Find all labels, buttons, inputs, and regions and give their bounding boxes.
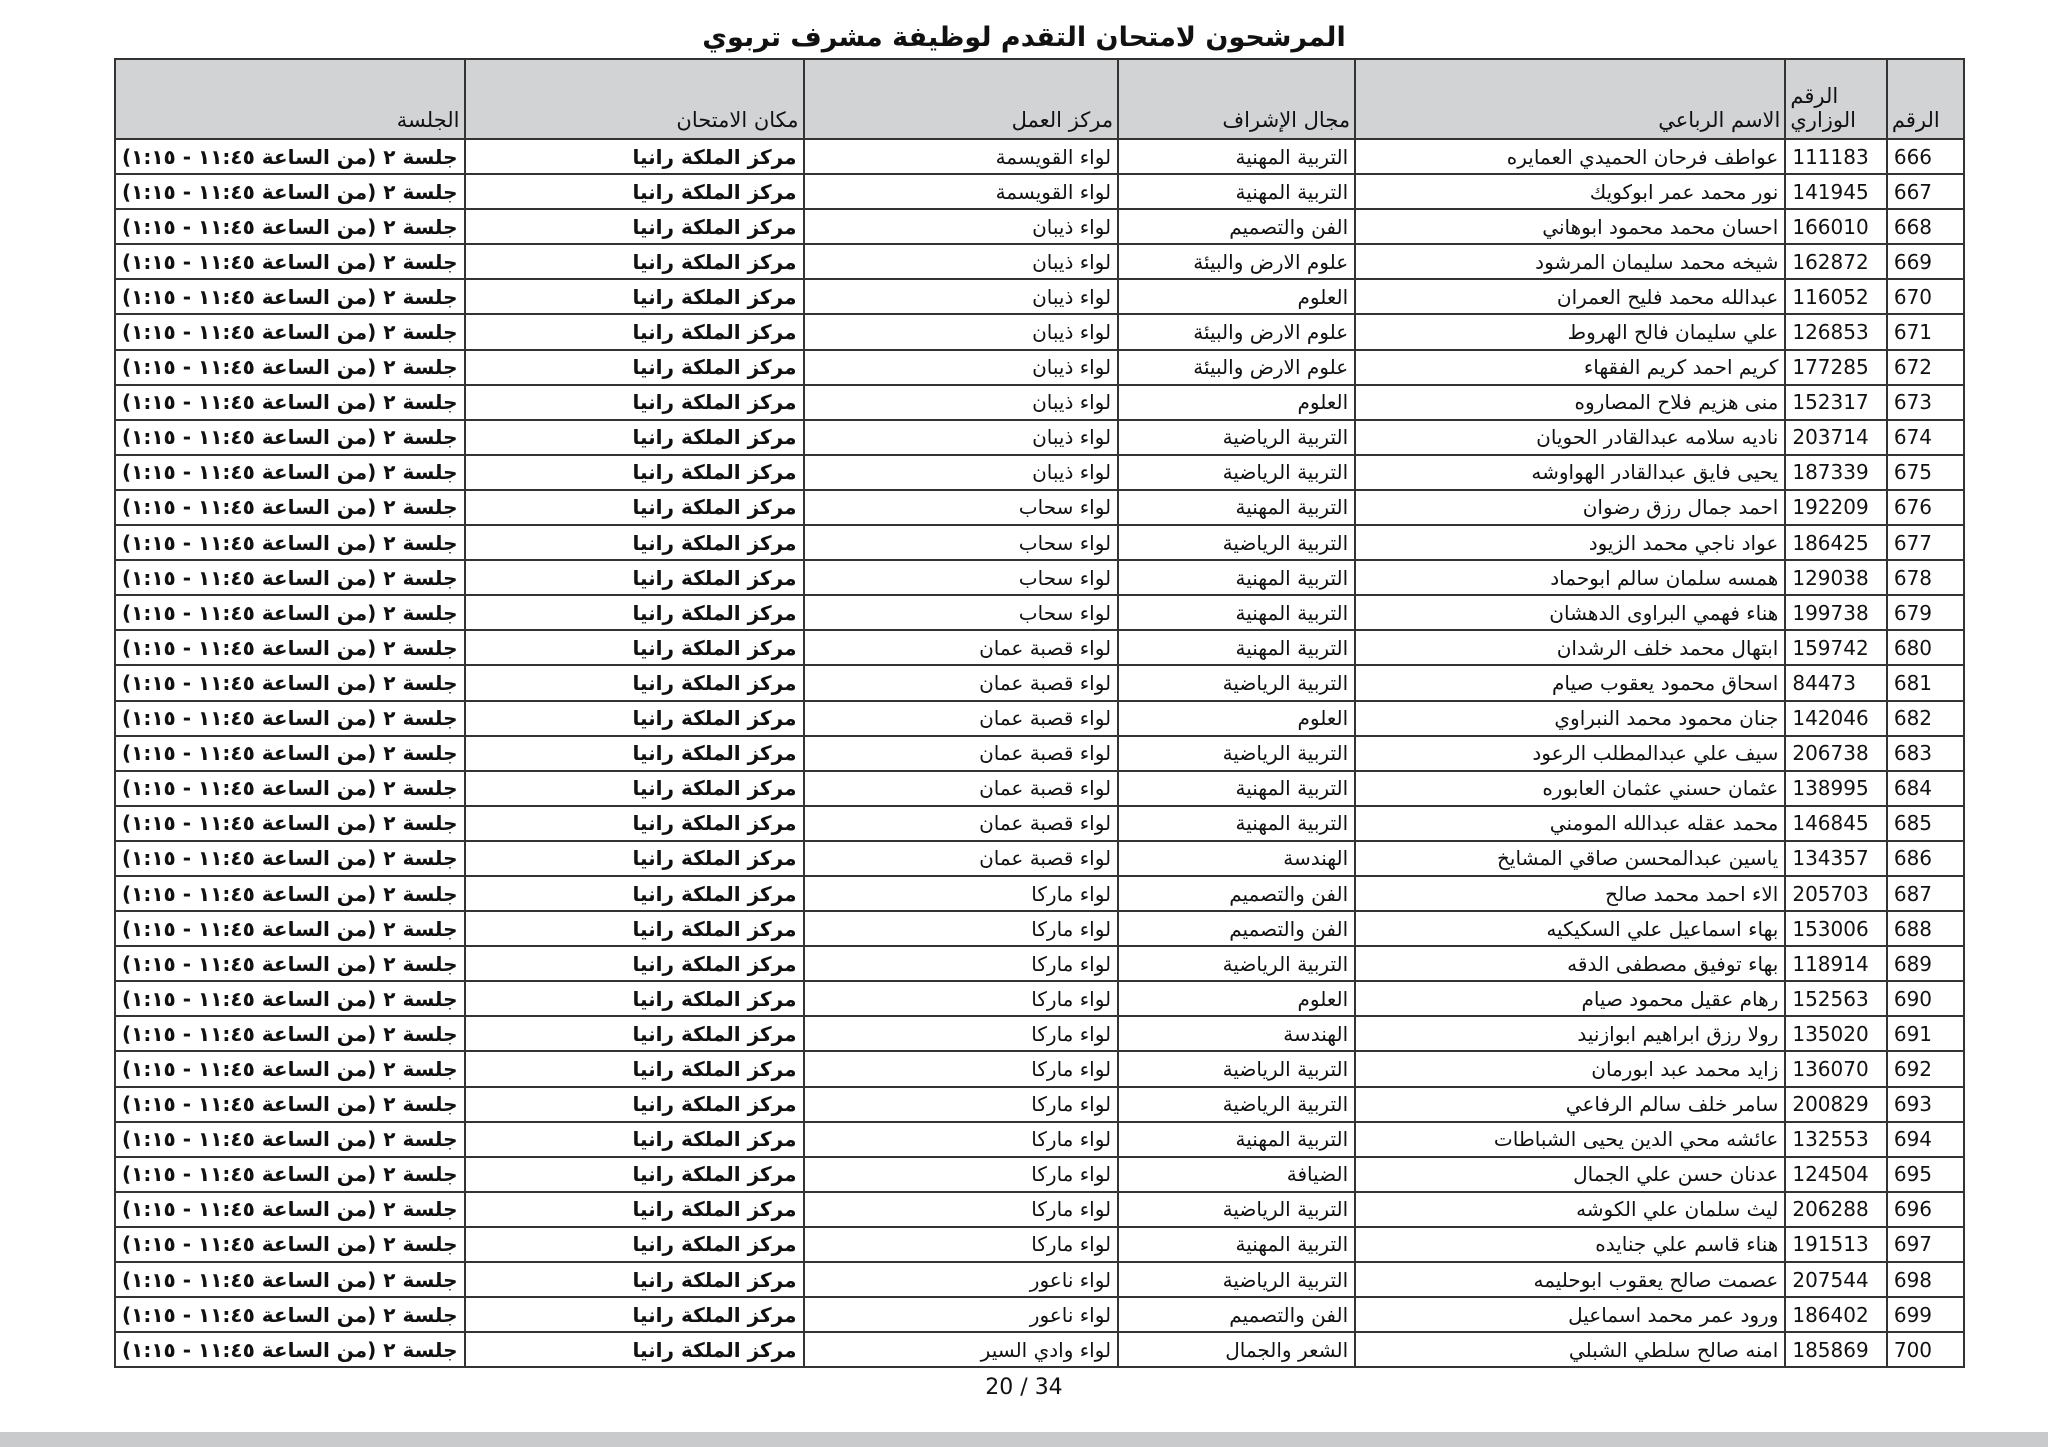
cell-num: 694	[1887, 1122, 1964, 1157]
cell-session: جلسة ٢ (من الساعة ١١:٤٥ - ١:١٥)	[115, 314, 465, 349]
cell-name: هناء فهمي البراوى الدهشان	[1355, 595, 1785, 630]
cell-work-center: لواء سحاب	[804, 525, 1119, 560]
cell-ministry-id: 192209	[1785, 490, 1887, 525]
cell-num: 687	[1887, 876, 1964, 911]
cell-exam-place: مركز الملكة رانيا	[465, 1157, 804, 1192]
table-row	[115, 314, 1964, 349]
cell-session: جلسة ٢ (من الساعة ١١:٤٥ - ١:١٥)	[115, 560, 465, 595]
cell-ministry-id: 200829	[1785, 1087, 1887, 1122]
cell-num: 681	[1887, 665, 1964, 700]
cell-session: جلسة ٢ (من الساعة ١١:٤٥ - ١:١٥)	[115, 1087, 465, 1122]
cell-exam-place: مركز الملكة رانيا	[465, 490, 804, 525]
cell-session: جلسة ٢ (من الساعة ١١:٤٥ - ١:١٥)	[115, 665, 465, 700]
table-row	[115, 630, 1964, 665]
cell-num: 696	[1887, 1192, 1964, 1227]
cell-session: جلسة ٢ (من الساعة ١١:٤٥ - ١:١٥)	[115, 595, 465, 630]
cell-num: 700	[1887, 1332, 1964, 1367]
cell-work-center: لواء ماركا	[804, 1227, 1119, 1262]
cell-session: جلسة ٢ (من الساعة ١١:٤٥ - ١:١٥)	[115, 1297, 465, 1332]
cell-session: جلسة ٢ (من الساعة ١١:٤٥ - ١:١٥)	[115, 701, 465, 736]
cell-exam-place: مركز الملكة رانيا	[465, 244, 804, 279]
cell-name: بهاء توفيق مصطفى الدقه	[1355, 946, 1785, 981]
cell-field: الهندسة	[1118, 841, 1355, 876]
cell-exam-place: مركز الملكة رانيا	[465, 946, 804, 981]
cell-ministry-id: 129038	[1785, 560, 1887, 595]
cell-num: 685	[1887, 806, 1964, 841]
cell-ministry-id: 118914	[1785, 946, 1887, 981]
cell-work-center: لواء قصبة عمان	[804, 736, 1119, 771]
cell-exam-place: مركز الملكة رانيا	[465, 1192, 804, 1227]
cell-work-center: لواء ماركا	[804, 1192, 1119, 1227]
cell-exam-place: مركز الملكة رانيا	[465, 174, 804, 209]
cell-exam-place: مركز الملكة رانيا	[465, 595, 804, 630]
cell-exam-place: مركز الملكة رانيا	[465, 911, 804, 946]
cell-field: التربية الرياضية	[1118, 736, 1355, 771]
cell-name: ليث سلمان علي الكوشه	[1355, 1192, 1785, 1227]
table-header-row	[115, 59, 1964, 139]
cell-num: 697	[1887, 1227, 1964, 1262]
cell-num: 698	[1887, 1262, 1964, 1297]
cell-num: 682	[1887, 701, 1964, 736]
cell-session: جلسة ٢ (من الساعة ١١:٤٥ - ١:١٥)	[115, 911, 465, 946]
cell-field: التربية المهنية	[1118, 595, 1355, 630]
cell-ministry-id: 205703	[1785, 876, 1887, 911]
table-row	[115, 1016, 1964, 1051]
page-title: المرشحون لامتحان التقدم لوظيفة مشرف تربوي	[702, 22, 1346, 53]
cell-field: التربية المهنية	[1118, 174, 1355, 209]
cell-work-center: لواء القويسمة	[804, 139, 1119, 174]
cell-ministry-id: 146845	[1785, 806, 1887, 841]
cell-name: ابتهال محمد خلف الرشدان	[1355, 630, 1785, 665]
header-ministry-id: الرقم الوزاري	[1785, 59, 1887, 139]
cell-session: جلسة ٢ (من الساعة ١١:٤٥ - ١:١٥)	[115, 490, 465, 525]
cell-field: التربية المهنية	[1118, 139, 1355, 174]
page-number: 20 / 34	[985, 1375, 1063, 1400]
cell-name: عثمان حسني عثمان العابوره	[1355, 771, 1785, 806]
cell-session: جلسة ٢ (من الساعة ١١:٤٥ - ١:١٥)	[115, 981, 465, 1016]
cell-name: زايد محمد عبد ابورمان	[1355, 1051, 1785, 1086]
cell-exam-place: مركز الملكة رانيا	[465, 1122, 804, 1157]
cell-ministry-id: 186425	[1785, 525, 1887, 560]
cell-ministry-id: 142046	[1785, 701, 1887, 736]
cell-session: جلسة ٢ (من الساعة ١١:٤٥ - ١:١٥)	[115, 806, 465, 841]
cell-name: محمد عقله عبدالله المومني	[1355, 806, 1785, 841]
table-row	[115, 1227, 1964, 1262]
cell-work-center: لواء ذيبان	[804, 420, 1119, 455]
cell-ministry-id: 207544	[1785, 1262, 1887, 1297]
cell-name: ياسين عبدالمحسن صاقي المشايخ	[1355, 841, 1785, 876]
cell-field: الفن والتصميم	[1118, 1297, 1355, 1332]
cell-ministry-id: 132553	[1785, 1122, 1887, 1157]
cell-session: جلسة ٢ (من الساعة ١١:٤٥ - ١:١٥)	[115, 1227, 465, 1262]
cell-num: 699	[1887, 1297, 1964, 1332]
cell-name: عواد ناجي محمد الزيود	[1355, 525, 1785, 560]
cell-exam-place: مركز الملكة رانيا	[465, 209, 804, 244]
cell-exam-place: مركز الملكة رانيا	[465, 385, 804, 420]
cell-session: جلسة ٢ (من الساعة ١١:٤٥ - ١:١٥)	[115, 1332, 465, 1367]
cell-exam-place: مركز الملكة رانيا	[465, 665, 804, 700]
cell-name: علي سليمان فالح الهروط	[1355, 314, 1785, 349]
cell-ministry-id: 191513	[1785, 1227, 1887, 1262]
cell-session: جلسة ٢ (من الساعة ١١:٤٥ - ١:١٥)	[115, 209, 465, 244]
cell-name: همسه سلمان سالم ابوحماد	[1355, 560, 1785, 595]
cell-work-center: لواء قصبة عمان	[804, 665, 1119, 700]
cell-work-center: لواء القويسمة	[804, 174, 1119, 209]
cell-session: جلسة ٢ (من الساعة ١١:٤٥ - ١:١٥)	[115, 174, 465, 209]
cell-field: التربية المهنية	[1118, 1122, 1355, 1157]
cell-num: 679	[1887, 595, 1964, 630]
table-row	[115, 595, 1964, 630]
cell-exam-place: مركز الملكة رانيا	[465, 139, 804, 174]
cell-field: التربية الرياضية	[1118, 1262, 1355, 1297]
cell-work-center: لواء ذيبان	[804, 279, 1119, 314]
cell-work-center: لواء ذيبان	[804, 314, 1119, 349]
cell-session: جلسة ٢ (من الساعة ١١:٤٥ - ١:١٥)	[115, 525, 465, 560]
cell-ministry-id: 185869	[1785, 1332, 1887, 1367]
cell-name: عائشه محي الدين يحيى الشباطات	[1355, 1122, 1785, 1157]
cell-name: اسحاق محمود يعقوب صيام	[1355, 665, 1785, 700]
cell-num: 667	[1887, 174, 1964, 209]
cell-name: هناء قاسم علي جنايده	[1355, 1227, 1785, 1262]
cell-work-center: لواء سحاب	[804, 560, 1119, 595]
cell-name: عواطف فرحان الحميدي العمايره	[1355, 139, 1785, 174]
cell-session: جلسة ٢ (من الساعة ١١:٤٥ - ١:١٥)	[115, 139, 465, 174]
cell-field: علوم الارض والبيئة	[1118, 350, 1355, 385]
cell-ministry-id: 135020	[1785, 1016, 1887, 1051]
cell-ministry-id: 136070	[1785, 1051, 1887, 1086]
cell-num: 690	[1887, 981, 1964, 1016]
table-row	[115, 139, 1964, 174]
cell-ministry-id: 152317	[1785, 385, 1887, 420]
cell-ministry-id: 141945	[1785, 174, 1887, 209]
cell-name: نور محمد عمر ابوكويك	[1355, 174, 1785, 209]
table-row	[115, 876, 1964, 911]
cell-work-center: لواء ذيبان	[804, 385, 1119, 420]
cell-name: الاء احمد محمد صالح	[1355, 876, 1785, 911]
cell-work-center: لواء وادي السير	[804, 1332, 1119, 1367]
cell-ministry-id: 159742	[1785, 630, 1887, 665]
table-row	[115, 1051, 1964, 1086]
cell-ministry-id: 199738	[1785, 595, 1887, 630]
table-row	[115, 1087, 1964, 1122]
cell-exam-place: مركز الملكة رانيا	[465, 420, 804, 455]
cell-num: 668	[1887, 209, 1964, 244]
table-row	[115, 560, 1964, 595]
table-row	[115, 1297, 1964, 1332]
table-row	[115, 946, 1964, 981]
cell-exam-place: مركز الملكة رانيا	[465, 455, 804, 490]
header-name: الاسم الرباعي	[1355, 59, 1785, 139]
cell-exam-place: مركز الملكة رانيا	[465, 736, 804, 771]
cell-ministry-id: 111183	[1785, 139, 1887, 174]
cell-field: الفن والتصميم	[1118, 876, 1355, 911]
cell-num: 691	[1887, 1016, 1964, 1051]
cell-ministry-id: 116052	[1785, 279, 1887, 314]
cell-num: 693	[1887, 1087, 1964, 1122]
cell-name: ناديه سلامه عبدالقادر الحويان	[1355, 420, 1785, 455]
cell-name: امنه صالح سلطي الشبلي	[1355, 1332, 1785, 1367]
cell-num: 677	[1887, 525, 1964, 560]
table-row	[115, 244, 1964, 279]
cell-session: جلسة ٢ (من الساعة ١١:٤٥ - ١:١٥)	[115, 455, 465, 490]
table-row	[115, 1157, 1964, 1192]
cell-num: 670	[1887, 279, 1964, 314]
cell-exam-place: مركز الملكة رانيا	[465, 279, 804, 314]
cell-num: 672	[1887, 350, 1964, 385]
cell-num: 671	[1887, 314, 1964, 349]
cell-num: 695	[1887, 1157, 1964, 1192]
cell-work-center: لواء ماركا	[804, 911, 1119, 946]
cell-name: رولا رزق ابراهيم ابوازنيد	[1355, 1016, 1785, 1051]
cell-field: التربية الرياضية	[1118, 665, 1355, 700]
cell-work-center: لواء ذيبان	[804, 350, 1119, 385]
cell-exam-place: مركز الملكة رانيا	[465, 1262, 804, 1297]
cell-field: التربية المهنية	[1118, 806, 1355, 841]
cell-session: جلسة ٢ (من الساعة ١١:٤٥ - ١:١٥)	[115, 279, 465, 314]
cell-ministry-id: 186402	[1785, 1297, 1887, 1332]
cell-ministry-id: 162872	[1785, 244, 1887, 279]
cell-name: ورود عمر محمد اسماعيل	[1355, 1297, 1785, 1332]
header-work-center: مركز العمل	[804, 59, 1119, 139]
cell-field: التربية الرياضية	[1118, 455, 1355, 490]
table-row	[115, 279, 1964, 314]
cell-session: جلسة ٢ (من الساعة ١١:٤٥ - ١:١٥)	[115, 946, 465, 981]
cell-num: 689	[1887, 946, 1964, 981]
cell-field: العلوم	[1118, 981, 1355, 1016]
cell-exam-place: مركز الملكة رانيا	[465, 1227, 804, 1262]
cell-work-center: لواء ذيبان	[804, 244, 1119, 279]
cell-exam-place: مركز الملكة رانيا	[465, 630, 804, 665]
cell-work-center: لواء ماركا	[804, 1157, 1119, 1192]
cell-name: كريم احمد كريم الفقهاء	[1355, 350, 1785, 385]
cell-work-center: لواء ماركا	[804, 1016, 1119, 1051]
cell-num: 666	[1887, 139, 1964, 174]
cell-exam-place: مركز الملكة رانيا	[465, 701, 804, 736]
cell-exam-place: مركز الملكة رانيا	[465, 560, 804, 595]
cell-ministry-id: 124504	[1785, 1157, 1887, 1192]
cell-work-center: لواء ماركا	[804, 981, 1119, 1016]
cell-exam-place: مركز الملكة رانيا	[465, 771, 804, 806]
cell-num: 680	[1887, 630, 1964, 665]
cell-ministry-id: 187339	[1785, 455, 1887, 490]
cell-field: التربية الرياضية	[1118, 1192, 1355, 1227]
cell-name: احسان محمد محمود ابوهاني	[1355, 209, 1785, 244]
cell-ministry-id: 138995	[1785, 771, 1887, 806]
cell-field: علوم الارض والبيئة	[1118, 244, 1355, 279]
table-row	[115, 385, 1964, 420]
cell-session: جلسة ٢ (من الساعة ١١:٤٥ - ١:١٥)	[115, 1262, 465, 1297]
cell-num: 683	[1887, 736, 1964, 771]
cell-work-center: لواء قصبة عمان	[804, 630, 1119, 665]
cell-ministry-id: 177285	[1785, 350, 1887, 385]
cell-session: جلسة ٢ (من الساعة ١١:٤٥ - ١:١٥)	[115, 876, 465, 911]
table-row	[115, 736, 1964, 771]
cell-ministry-id: 203714	[1785, 420, 1887, 455]
cell-session: جلسة ٢ (من الساعة ١١:٤٥ - ١:١٥)	[115, 1122, 465, 1157]
table-row	[115, 665, 1964, 700]
cell-ministry-id: 206738	[1785, 736, 1887, 771]
cell-work-center: لواء قصبة عمان	[804, 806, 1119, 841]
cell-num: 669	[1887, 244, 1964, 279]
cell-work-center: لواء قصبة عمان	[804, 771, 1119, 806]
table-row	[115, 841, 1964, 876]
header-exam-place: مكان الامتحان	[465, 59, 804, 139]
cell-work-center: لواء ماركا	[804, 1087, 1119, 1122]
cell-name: سيف علي عبدالمطلب الرعود	[1355, 736, 1785, 771]
cell-num: 678	[1887, 560, 1964, 595]
table-row	[115, 806, 1964, 841]
table-row	[115, 490, 1964, 525]
cell-field: التربية المهنية	[1118, 560, 1355, 595]
cell-session: جلسة ٢ (من الساعة ١١:٤٥ - ١:١٥)	[115, 736, 465, 771]
cell-exam-place: مركز الملكة رانيا	[465, 1332, 804, 1367]
cell-num: 674	[1887, 420, 1964, 455]
cell-name: احمد جمال رزق رضوان	[1355, 490, 1785, 525]
cell-field: العلوم	[1118, 701, 1355, 736]
cell-field: التربية المهنية	[1118, 1227, 1355, 1262]
cell-work-center: لواء قصبة عمان	[804, 701, 1119, 736]
cell-session: جلسة ٢ (من الساعة ١١:٤٥ - ١:١٥)	[115, 771, 465, 806]
cell-field: التربية الرياضية	[1118, 1087, 1355, 1122]
cell-session: جلسة ٢ (من الساعة ١١:٤٥ - ١:١٥)	[115, 1051, 465, 1086]
table-row	[115, 350, 1964, 385]
cell-field: الهندسة	[1118, 1016, 1355, 1051]
cell-num: 686	[1887, 841, 1964, 876]
cell-name: جنان محمود محمد النبراوي	[1355, 701, 1785, 736]
cell-exam-place: مركز الملكة رانيا	[465, 314, 804, 349]
cell-session: جلسة ٢ (من الساعة ١١:٤٥ - ١:١٥)	[115, 841, 465, 876]
cell-exam-place: مركز الملكة رانيا	[465, 525, 804, 560]
cell-exam-place: مركز الملكة رانيا	[465, 841, 804, 876]
cell-session: جلسة ٢ (من الساعة ١١:٤٥ - ١:١٥)	[115, 385, 465, 420]
cell-exam-place: مركز الملكة رانيا	[465, 1297, 804, 1332]
table-row	[115, 525, 1964, 560]
cell-work-center: لواء ذيبان	[804, 209, 1119, 244]
table-row	[115, 771, 1964, 806]
cell-num: 673	[1887, 385, 1964, 420]
table-row	[115, 1262, 1964, 1297]
cell-ministry-id: 166010	[1785, 209, 1887, 244]
cell-num: 675	[1887, 455, 1964, 490]
table-row	[115, 455, 1964, 490]
cell-work-center: لواء سحاب	[804, 595, 1119, 630]
cell-session: جلسة ٢ (من الساعة ١١:٤٥ - ١:١٥)	[115, 1157, 465, 1192]
cell-ministry-id: 206288	[1785, 1192, 1887, 1227]
cell-work-center: لواء ناعور	[804, 1262, 1119, 1297]
table-row	[115, 1332, 1964, 1367]
cell-field: التربية الرياضية	[1118, 525, 1355, 560]
cell-num: 676	[1887, 490, 1964, 525]
cell-session: جلسة ٢ (من الساعة ١١:٤٥ - ١:١٥)	[115, 420, 465, 455]
cell-work-center: لواء ماركا	[804, 1122, 1119, 1157]
cell-exam-place: مركز الملكة رانيا	[465, 981, 804, 1016]
cell-session: جلسة ٢ (من الساعة ١١:٤٥ - ١:١٥)	[115, 630, 465, 665]
cell-field: الفن والتصميم	[1118, 911, 1355, 946]
cell-name: عدنان حسن علي الجمال	[1355, 1157, 1785, 1192]
cell-num: 688	[1887, 911, 1964, 946]
cell-session: جلسة ٢ (من الساعة ١١:٤٥ - ١:١٥)	[115, 244, 465, 279]
table-row	[115, 174, 1964, 209]
cell-ministry-id: 134357	[1785, 841, 1887, 876]
cell-ministry-id: 84473	[1785, 665, 1887, 700]
table-row	[115, 701, 1964, 736]
cell-ministry-id: 153006	[1785, 911, 1887, 946]
cell-field: العلوم	[1118, 385, 1355, 420]
cell-work-center: لواء قصبة عمان	[804, 841, 1119, 876]
cell-work-center: لواء ناعور	[804, 1297, 1119, 1332]
cell-field: التربية المهنية	[1118, 630, 1355, 665]
cell-num: 684	[1887, 771, 1964, 806]
cell-exam-place: مركز الملكة رانيا	[465, 806, 804, 841]
cell-exam-place: مركز الملكة رانيا	[465, 876, 804, 911]
table-row	[115, 981, 1964, 1016]
table-row	[115, 420, 1964, 455]
cell-name: سامر خلف سالم الرفاعي	[1355, 1087, 1785, 1122]
table-row	[115, 1122, 1964, 1157]
cell-exam-place: مركز الملكة رانيا	[465, 1016, 804, 1051]
cell-work-center: لواء ماركا	[804, 1051, 1119, 1086]
table-row	[115, 911, 1964, 946]
cell-name: عصمت صالح يعقوب ابوحليمه	[1355, 1262, 1785, 1297]
cell-field: الشعر والجمال	[1118, 1332, 1355, 1367]
cell-work-center: لواء ماركا	[804, 946, 1119, 981]
cell-field: علوم الارض والبيئة	[1118, 314, 1355, 349]
candidates-table	[114, 58, 1965, 1368]
cell-name: بهاء اسماعيل علي السكيكيه	[1355, 911, 1785, 946]
cell-field: التربية المهنية	[1118, 490, 1355, 525]
cell-work-center: لواء ماركا	[804, 876, 1119, 911]
cell-session: جلسة ٢ (من الساعة ١١:٤٥ - ١:١٥)	[115, 1016, 465, 1051]
cell-field: الضيافة	[1118, 1157, 1355, 1192]
cell-work-center: لواء سحاب	[804, 490, 1119, 525]
header-field: مجال الإشراف	[1118, 59, 1355, 139]
cell-work-center: لواء ذيبان	[804, 455, 1119, 490]
header-num: الرقم	[1887, 59, 1964, 139]
table-row	[115, 209, 1964, 244]
cell-name: شيخه محمد سليمان المرشود	[1355, 244, 1785, 279]
cell-exam-place: مركز الملكة رانيا	[465, 1051, 804, 1086]
cell-field: التربية الرياضية	[1118, 420, 1355, 455]
cell-num: 692	[1887, 1051, 1964, 1086]
cell-field: التربية المهنية	[1118, 771, 1355, 806]
cell-field: التربية الرياضية	[1118, 1051, 1355, 1086]
cell-field: التربية الرياضية	[1118, 946, 1355, 981]
cell-exam-place: مركز الملكة رانيا	[465, 1087, 804, 1122]
cell-ministry-id: 126853	[1785, 314, 1887, 349]
cell-session: جلسة ٢ (من الساعة ١١:٤٥ - ١:١٥)	[115, 1192, 465, 1227]
table-row	[115, 1192, 1964, 1227]
cell-name: عبدالله محمد فليح العمران	[1355, 279, 1785, 314]
cell-name: يحيى فايق عبدالقادر الهواوشه	[1355, 455, 1785, 490]
cell-exam-place: مركز الملكة رانيا	[465, 350, 804, 385]
cell-field: العلوم	[1118, 279, 1355, 314]
cell-name: رهام عقيل محمود صيام	[1355, 981, 1785, 1016]
cell-field: الفن والتصميم	[1118, 209, 1355, 244]
cell-ministry-id: 152563	[1785, 981, 1887, 1016]
header-session: الجلسة	[115, 59, 465, 139]
cell-session: جلسة ٢ (من الساعة ١١:٤٥ - ١:١٥)	[115, 350, 465, 385]
cell-name: منى هزيم فلاح المصاروه	[1355, 385, 1785, 420]
